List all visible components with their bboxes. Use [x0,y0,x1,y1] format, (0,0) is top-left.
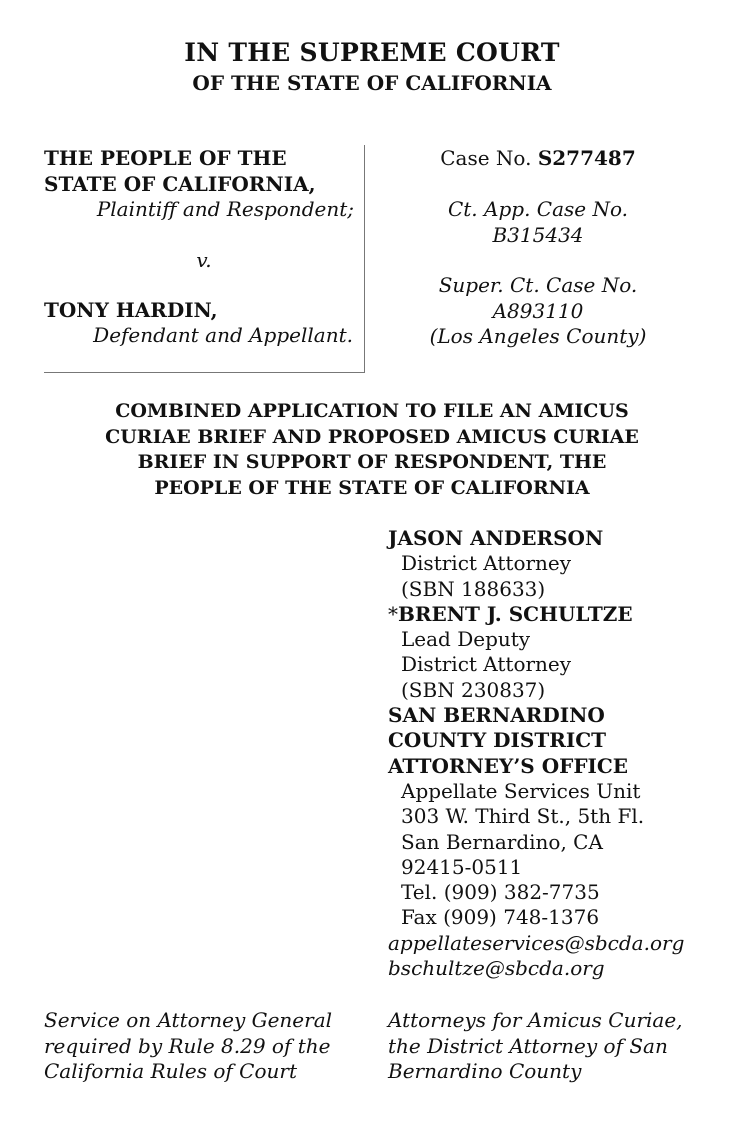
versus: v. [196,248,212,272]
court-subtitle: OF THE STATE OF CALIFORNIA [192,71,552,95]
email-schultze: bschultze@sbcda.org [388,956,605,981]
office-street: 303 W. Third St., 5th Fl. [401,804,645,829]
document-title-line1: COMBINED APPLICATION TO FILE AN AMICUS [115,400,629,422]
service-note-line2: required by Rule 8.29 of the [44,1033,331,1058]
attorney-name-2: BRENT J. SCHULTZE [398,601,633,626]
plaintiff-name-line1: THE PEOPLE OF THE [44,146,287,170]
attorney-title-2b: District Attorney [401,652,572,677]
ct-app-label: Ct. App. Case No. [447,197,629,221]
defendant-role: Defendant and Appellant. [93,323,353,347]
office-telephone: Tel. (909) 382-7735 [401,880,600,905]
court-title: IN THE SUPREME COURT [184,38,560,67]
attorney-name-1: JASON ANDERSON [388,526,604,550]
attorney-sbn-1: (SBN 188633) [401,576,546,601]
document-title [0,399,744,501]
county: (Los Angeles County) [429,324,647,348]
attorneys-for-line3: Bernardino County [388,1059,582,1083]
document-title-line3: BRIEF IN SUPPORT OF RESPONDENT, THE [137,451,607,473]
case-number [366,146,710,170]
email-appellate-services: appellateservices@sbcda.org [388,930,685,955]
super-ct-label: Super. Ct. Case No. [438,273,638,297]
defendant-name: TONY HARDIN, [44,298,218,322]
plaintiff-role: Plaintiff and Respondent; [96,197,354,221]
document-title-line2: CURIAE BRIEF AND PROPOSED AMICUS CURIAE [105,425,639,448]
plaintiff-name-line2: STATE OF CALIFORNIA, [44,172,316,196]
office-city: San Bernardino, CA [401,829,603,854]
service-note [44,1008,332,1085]
service-note-line1: Service on Attorney General [44,1008,333,1032]
case-no-value: S277487 [537,146,636,170]
office-name-2: COUNTY DISTRICT [388,728,606,753]
attorneys-for-note [388,1008,683,1085]
office-zip: 92415-0511 [401,854,523,879]
superior-court-case-number [366,273,710,350]
attorney-block [388,526,684,981]
attorney-title-1: District Attorney [401,551,572,576]
office-unit: Appellate Services Unit [401,778,641,803]
counsel-of-record-marker: * [388,601,398,626]
office-name-1: SAN BERNARDINO [388,703,605,728]
document-title-line4: PEOPLE OF THE STATE OF CALIFORNIA [154,476,590,499]
office-fax: Fax (909) 748-1376 [401,905,600,930]
attorneys-for-line1: Attorneys for Amicus Curiae, [388,1008,683,1032]
service-note-line3: California Rules of Court [44,1059,297,1083]
attorney-title-2a: Lead Deputy [401,627,531,652]
appeal-case-number [366,197,710,248]
office-name-3: ATTORNEY’S OFFICE [388,753,629,778]
ct-app-value: B315434 [492,222,584,247]
attorney-name-2-line [388,602,684,627]
attorney-sbn-2: (SBN 230837) [401,677,546,702]
super-ct-value: A893110 [492,298,584,323]
case-no-label: Case No. [440,146,532,170]
attorneys-for-line2: the District Attorney of San [388,1033,668,1058]
